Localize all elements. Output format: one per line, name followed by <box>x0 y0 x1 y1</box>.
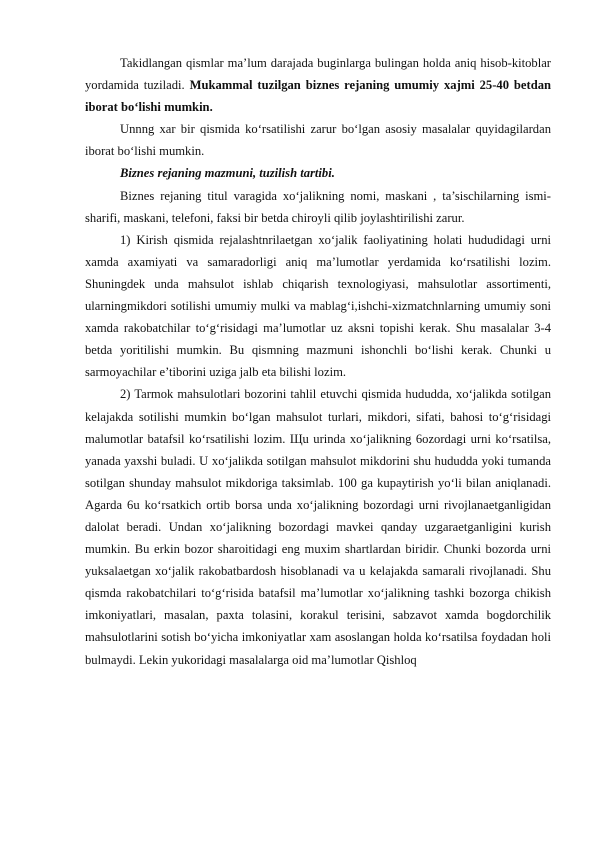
paragraph-title-page: Biznes rejaning titul varagida xo‘jalikning nomi, maskani , ta’sischilarning ismi-sharifi, maskani, telefoni, faksi bir betda chiroyli qilib joylashtirilishi zarur. <box>85 188 551 225</box>
paragraph-introduction-part: 1) Kirish qismida rejalashtnrilaetgan xo‘jalik faoliyatining holati hududidagi urni xamda axamiyati va samaradorligi aniq ma’lumotlar yerdamida ko‘rsatilishi lozim. Shuningdek unda mahsulot ishlab chiqarish texnologiyasi, mahsulotlar assortimenti, ularningmikdori sotilishi umumiy mulki va mablag‘i,ishchi-xizmatchnlarning umumiy soni xamda rakobatchilar to‘g‘risidagi ma’lumotlar uz aksni topishi kerak. Shu masalalar 3-4 betda yoritilishi mumkin. Bu qismning mazmuni ishonchli bo‘lishi kerak. Chunki u sarmoyachilar e’tiborini uziga jalb eta bilishi lozim. <box>85 232 551 380</box>
document-page <box>85 52 551 671</box>
paragraph-market-analysis: 2) Tarmok mahsulotlari bozorini tahlil etuvchi qismida hududda, xo‘jalikda sotilgan kelajakda sotilishi mumkin bo‘lgan mahsulot turlari, mikdori, sifati, bahosi to‘g‘risidagi malumotlar batafsil ko‘rsatilishi lozim. Щu urinda xo‘jalikning 6ozordagi urni ko‘rsatilsa, yanada yaxshi buladi. U xo‘jalikda sotilgan mahsulot mikdorini shu hududda yoki tumanda sotilgan shunday mahsulot mikdoriga taksimlab. 100 ga kupaytirish yo‘li bilan aniqlanadi. Agarda 6u ko‘rsatkich ortib borsa unda xo‘jalikning bozordagi urni rivojlanaetganligidan dalolat beradi. Undan xo‘jalikning bozordagi mavkei qanday uzgaraetganligini kurish mumkin. Bu erkin bozor sharoitidagi eng muxim shartlardan biridir. Chunki bozorda urni yuksalaetgan xo‘jalik rakobatbardosh hisoblanadi va u kelajakda samarali rivojlanadi. Shu qismda rakobatchilari to‘g‘risida batafsil ma’lumotlar xo‘jalikning tashki bozorga chikish imkoniyatlari, masalan, paxta tolasini, korakul terisini, sabzavot xamda bogdorchilik mahsulotlarini sotish bo‘yicha imkoniyatlar xam asoslangan holda ko‘rsatilsa foydadan holi bulmaydi. Lekin yukoridagi masalalarga oid ma’lumotlar Qishloq <box>85 387 551 667</box>
section-heading: Biznes rejaning mazmuni, tuzilish tartibi. <box>120 166 335 181</box>
paragraph-sections: Unnng xar bir qismida ko‘rsatilishi zarur bo‘lgan asosiy masalalar quyidagilardan iborat bo‘lishi mumkin. <box>85 122 551 159</box>
paragraph-intro <box>85 52 551 118</box>
paragraph-intro-text: Takidlangan qismlar ma’lum darajada buginlarga bulingan holda aniq hisob-kitoblar yordamida tuziladi. <box>85 56 551 93</box>
paragraph-intro-bold: Mukammal tuzilgan biznes rejaning umumiy xajmi 25-40 betdan iborat bo‘lishi mumkin. <box>85 78 552 115</box>
